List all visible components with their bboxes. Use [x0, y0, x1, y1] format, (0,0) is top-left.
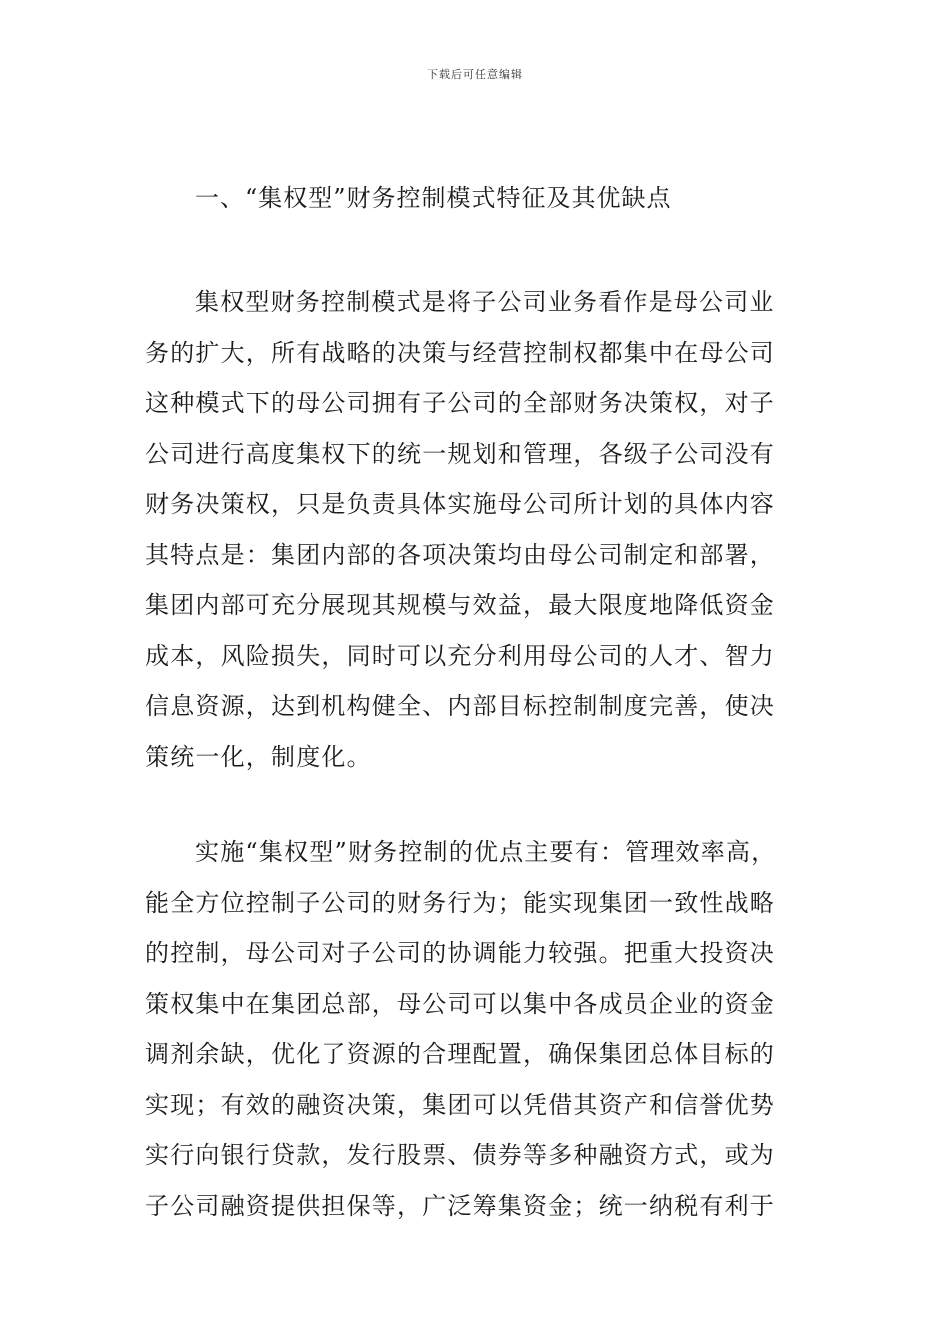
- paragraph-line: 集团内部可充分展现其规模与效益，最大限度地降低资金: [145, 591, 775, 619]
- paragraph-line: 其特点是：集团内部的各项决策均由母公司制定和部署，: [145, 540, 775, 569]
- paragraph-line: 子公司融资提供担保等，广泛筹集资金；统一纳税有利于: [145, 1191, 775, 1220]
- header-note: 下载后可任意编辑: [427, 68, 523, 81]
- paragraph-line: 公司进行高度集权下的统一规划和管理，各级子公司没有: [145, 439, 775, 468]
- paragraph-line: 能全方位控制子公司的财务行为；能实现集团一致性战略: [145, 888, 775, 917]
- paragraph-line: 的控制，母公司对子公司的协调能力较强。把重大投资决: [145, 939, 775, 967]
- paragraph-line: 这种模式下的母公司拥有子公司的全部财务决策权，对子: [145, 389, 775, 417]
- section-heading: 一、“集权型”财务控制模式特征及其优缺点: [195, 184, 672, 212]
- paragraph-line: 实行向银行贷款，发行股票、债券等多种融资方式，或为: [145, 1141, 775, 1169]
- paragraph-line: 集权型财务控制模式是将子公司业务看作是母公司业: [195, 288, 775, 316]
- paragraph-2: [145, 827, 810, 1231]
- paragraph-line: 实施“集权型”财务控制的优点主要有：管理效率高，: [195, 838, 777, 866]
- paragraph-line: 实现；有效的融资决策，集团可以凭借其资产和信誉优势: [145, 1090, 775, 1119]
- paragraph-line: 务的扩大，所有战略的决策与经营控制权都集中在母公司: [145, 338, 775, 367]
- paragraph-1: [145, 277, 810, 782]
- paragraph-line: 策统一化，制度化。: [145, 742, 372, 771]
- paragraph-line: 信息资源，达到机构健全、内部目标控制制度完善，使决: [145, 692, 775, 720]
- paragraph-line: 财务决策权，只是负责具体实施母公司所计划的具体内容: [145, 490, 775, 518]
- paragraph-line: 成本，风险损失，同时可以充分利用母公司的人才、智力: [145, 641, 775, 670]
- paragraph-line: 策权集中在集团总部，母公司可以集中各成员企业的资金: [145, 989, 775, 1018]
- paragraph-line: 调剂余缺，优化了资源的合理配置，确保集团总体目标的: [145, 1040, 775, 1068]
